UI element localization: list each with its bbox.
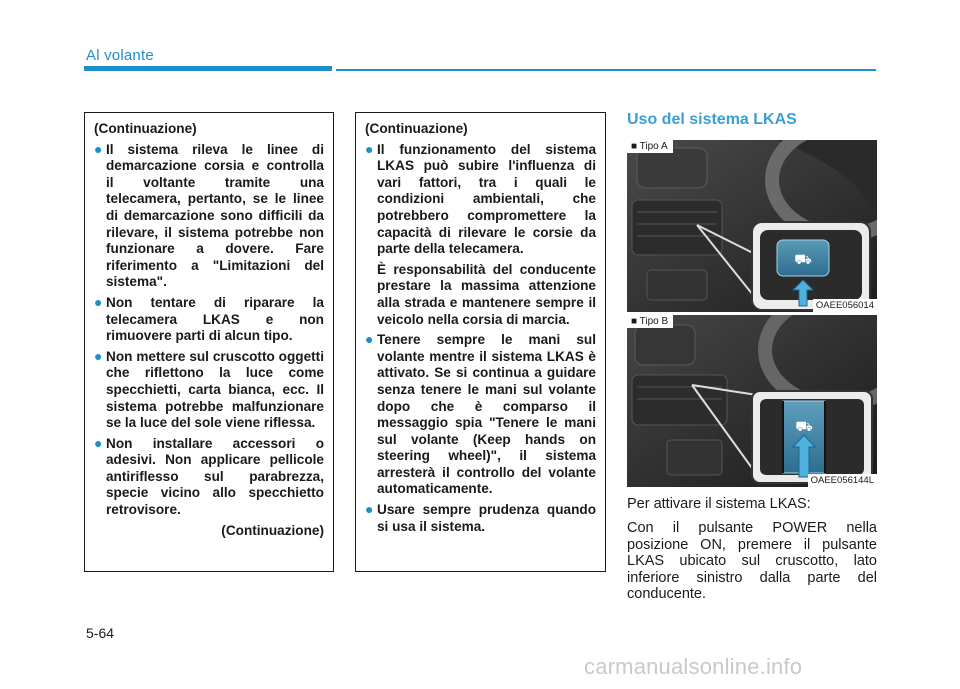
- bullet-icon: ●: [365, 501, 374, 518]
- figure-type-label: ■ Tipo B: [627, 315, 673, 328]
- bullet-icon: ●: [94, 140, 103, 157]
- warning-list: [365, 142, 596, 536]
- instruction-paragraph: Per attivare il sistema LKAS:: [627, 496, 811, 512]
- list-item: ● Non mettere sul cruscotto oggetti che riflettono la luce come specchietti, carta bianca, ecc. Il sistema potrebbe malfunzionare se la luce del sole viene riflessa.: [94, 347, 324, 431]
- instructions-text: [627, 496, 877, 610]
- continuation-label-bottom: (Continuazione): [221, 522, 324, 538]
- bullet-icon: ●: [94, 293, 103, 310]
- dashboard-illustration: [627, 315, 877, 487]
- dashboard-illustration: [627, 140, 877, 312]
- svg-text:⛟: ⛟: [795, 419, 813, 435]
- warning-box-left: [84, 112, 334, 572]
- list-item: ● Usare sempre prudenza quando si usa il sistema.: [365, 501, 596, 534]
- bullet-icon: ●: [94, 434, 103, 451]
- list-item: ● Non installare accessori o adesivi. Non applicare pellicole antiriflesso sul parabrezza, specie vicino allo specchietto retrovisore.: [94, 434, 324, 518]
- list-item: ● Non tentare di riparare la telecamera LKAS e non rimuovere parti di alcun tipo.: [94, 293, 324, 344]
- page-number: 5-64: [86, 625, 115, 641]
- instruction-paragraph: Con il pulsante POWER nella posizione ON, premere il pulsante LKAS ubicato sul cruscotto, lato inferiore sinistro dalla parte del conducente.: [627, 520, 877, 603]
- header-rule-thin: [336, 69, 876, 71]
- continuation-label-top: (Continuazione): [94, 121, 197, 136]
- continuation-label-top: (Continuazione): [365, 121, 468, 136]
- header-rule-thick: [84, 66, 332, 71]
- figure-type-b: [627, 315, 877, 487]
- section-header-title: Al volante: [86, 47, 154, 64]
- watermark-text: carmanualsonline.info: [584, 654, 803, 679]
- warning-box-middle: [355, 112, 606, 572]
- bullet-icon: ●: [365, 331, 374, 348]
- bullet-icon: ●: [365, 140, 374, 157]
- bullet-icon: ●: [94, 347, 103, 364]
- warning-list: [94, 142, 324, 519]
- figure-type-label: ■ Tipo A: [627, 140, 673, 153]
- section-title: Uso del sistema LKAS: [627, 111, 797, 128]
- list-item: ● Il funzionamento del sistema LKAS può subire l'influenza di vari fattori, tra i quali le condizioni ambientali, che potrebbero compromettere la capacità di rilevare le corsie da parte della telecamera. È responsabilità del conducente prestare la massima attenzione alla strada e mantenere sempre il veicolo nella corsia di marcia.: [365, 140, 596, 327]
- figure-type-a: [627, 140, 877, 312]
- list-item: ● Tenere sempre le mani sul volante mentre il sistema LKAS è attivato. Se si continua a guidare senza tenere le mani sul volante dopo che è comparso il messaggio spia "Tenere le mani sul volante (Keep hands on steering wheel)", il sistema arresterà il controllo del volante automaticamente.: [365, 331, 596, 497]
- figure-code: OAEE056144L: [808, 474, 877, 487]
- list-item-subparagraph: È responsabilità del conducente prestare la massima attenzione alla strada e mantenere sempre il veicolo nella corsia di marcia.: [377, 261, 596, 327]
- svg-text:⛟: ⛟: [794, 252, 812, 268]
- figure-code: OAEE056014: [813, 299, 877, 312]
- list-item: ● Il sistema rileva le linee di demarcazione corsia e controlla il voltante tramite una telecamera, pertanto, se le linee di demarcazione sono difficili da rilevare, il sistema potrebbe non funzionare a dovere. Fare riferimento a "Limitazioni del sistema".: [94, 140, 324, 290]
